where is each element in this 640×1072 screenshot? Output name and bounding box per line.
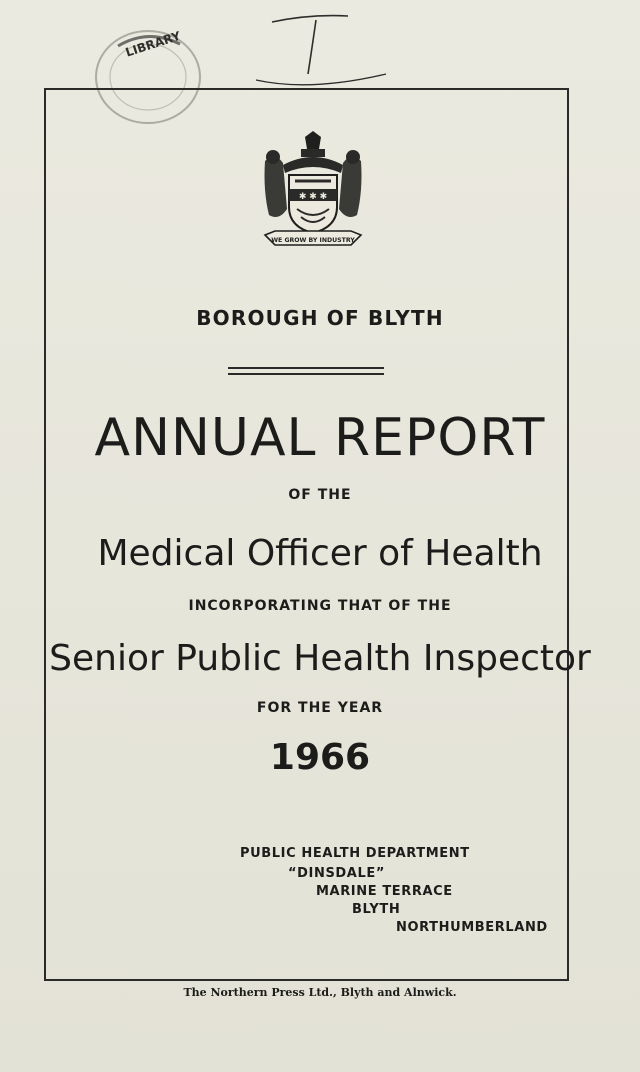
address-line-3: MARINE TERRACE [316, 884, 453, 899]
for-the-year-label: FOR THE YEAR [256, 700, 384, 716]
address-line-4: BLYTH [352, 902, 401, 917]
address-line-1: PUBLIC HEALTH DEPARTMENT [240, 846, 470, 861]
coat-of-arms [261, 131, 365, 249]
report-title: ANNUAL REPORT [94, 408, 546, 468]
address-line-5: NORTHUMBERLAND [396, 920, 548, 935]
divider-rule-top [228, 367, 384, 369]
inspector-title: Senior Public Health Inspector [49, 638, 591, 679]
incorporating-label: INCORPORATING THAT OF THE [188, 598, 452, 614]
report-year: 1966 [269, 737, 371, 778]
address-line-2: “DINSDALE” [288, 866, 385, 881]
divider-rule-bottom [228, 373, 384, 375]
stamp-text: LIBRARY [123, 28, 183, 60]
officer-title: Medical Officer of Health [97, 533, 543, 574]
borough-heading: BOROUGH OF BLYTH [196, 306, 444, 330]
svg-text:✱ ✱ ✱: ✱ ✱ ✱ [298, 192, 328, 202]
of-the-label: OF THE [288, 487, 352, 503]
pen-annotation [250, 8, 390, 88]
crest-motto: WE GROW BY INDUSTRY [271, 237, 355, 244]
printer-imprint: The Northern Press Ltd., Blyth and Alnwick. [183, 986, 457, 999]
